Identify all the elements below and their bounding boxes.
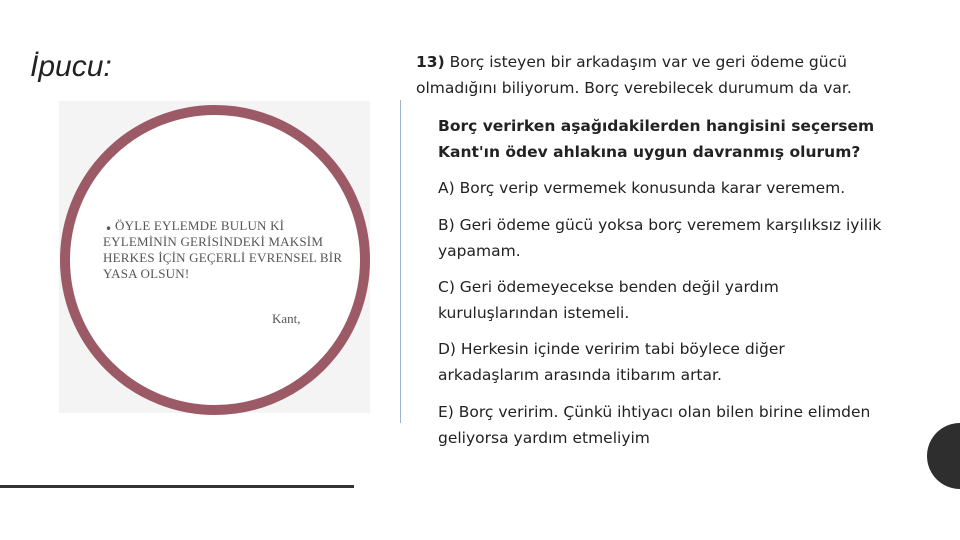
question-prompt: Borç verirken aşağıdakilerden hangisini seçersem Kant'ın ödev ahlakına uygun davranmış olurum? bbox=[438, 117, 875, 161]
kant-quote: ÖYLE EYLEMDE BULUN Kİ EYLEMİNİN GERİSİNDEKİ MAKSİM HERKES İÇİN GEÇERLİ EVRENSEL BİR YASA OLSUN! bbox=[103, 218, 343, 281]
option-e: E) Borç veririm. Çünkü ihtiyacı olan bilen birine elimden geliyorsa yardım etmeliyim bbox=[438, 403, 871, 447]
option-c: C) Geri ödemeyecekse benden değil yardım kuruluşlarından istemeli. bbox=[438, 278, 779, 322]
slide-title: İpucu: bbox=[30, 50, 112, 83]
question-intro-text: Borç isteyen bir arkadaşım var ve geri ödeme gücü olmadığını biliyorum. Borç verebilecek durumum da var. bbox=[416, 53, 852, 97]
quote-bullet: • bbox=[105, 222, 113, 236]
kant-quote-image bbox=[59, 101, 370, 413]
option-a: A) Borç verip vermemek konusunda karar veremem. bbox=[438, 179, 846, 197]
quote-author: Kant, bbox=[272, 311, 301, 326]
corner-decoration bbox=[927, 423, 960, 489]
vertical-divider bbox=[400, 100, 401, 423]
option-d: D) Herkesin içinde veririm tabi böylece diğer arkadaşlarım arasında itibarım artar. bbox=[438, 340, 785, 384]
question-number: 13) bbox=[416, 53, 445, 71]
option-b: B) Geri ödeme gücü yoksa borç veremem karşılıksız iyilik yapamam. bbox=[438, 216, 882, 260]
question-intro bbox=[416, 49, 916, 101]
bottom-rule bbox=[0, 485, 354, 488]
